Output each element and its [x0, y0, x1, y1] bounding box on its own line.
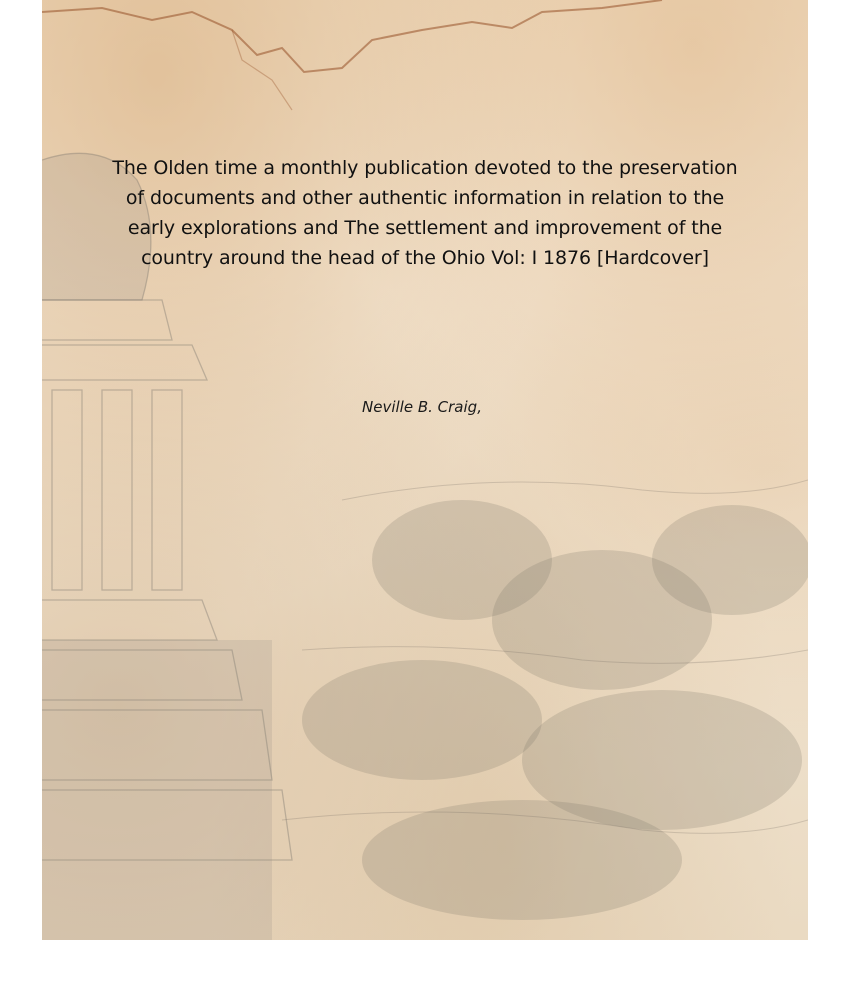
book-author: Neville B. Craig,	[362, 398, 482, 416]
decorative-handwriting: ​	[309, 60, 315, 90]
book-cover	[42, 0, 808, 940]
cover-background-illustration	[42, 0, 808, 940]
book-title: The Olden time a monthly publication devoted to the preservation of documents and other authentic information in relation to the early explorations and The settlement and improvement of the country around the head of the Ohio Vol: I 1876 [Hardcover]	[112, 157, 738, 269]
